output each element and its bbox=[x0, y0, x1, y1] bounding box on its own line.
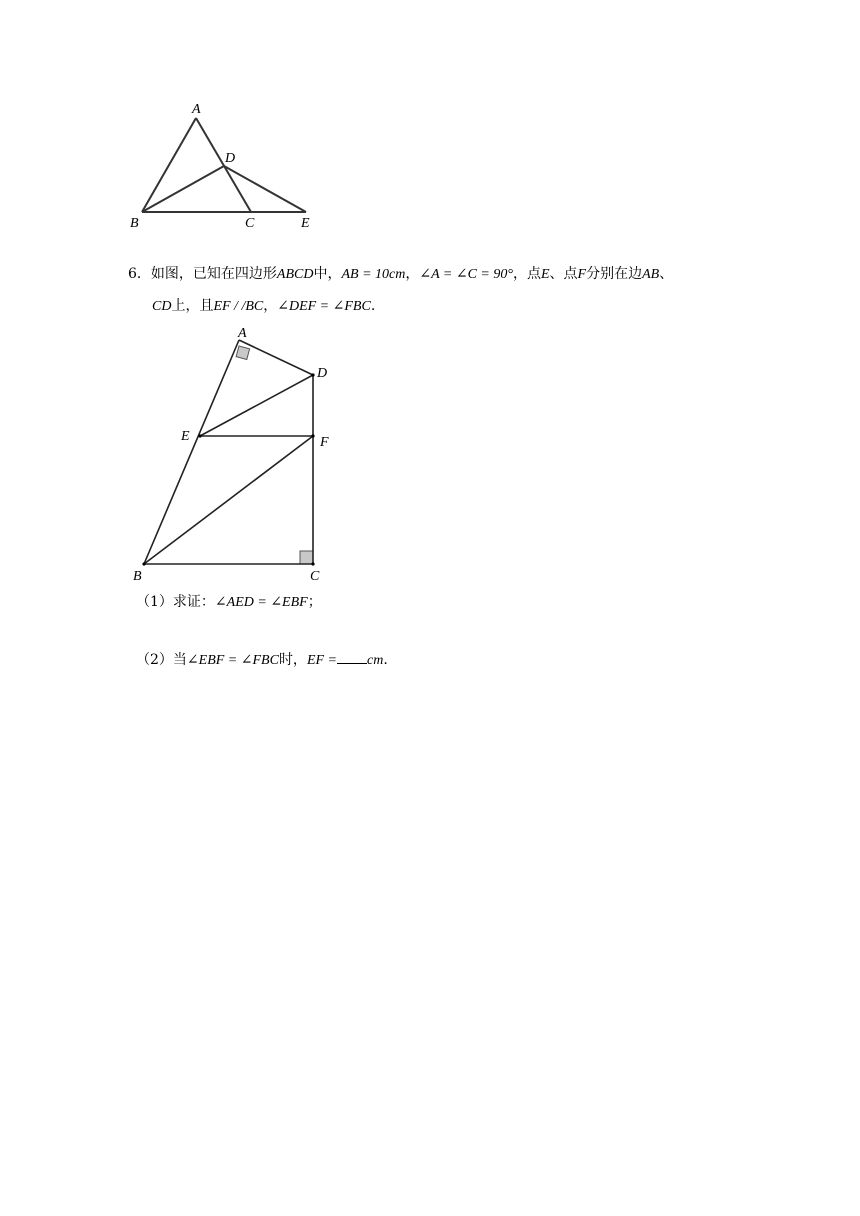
label-a: A bbox=[238, 326, 247, 341]
point-c bbox=[311, 562, 314, 565]
right-angle-mark-a bbox=[236, 346, 249, 359]
part-1: （1）求证：∠AED = ∠EBF； bbox=[136, 594, 322, 610]
problem-number: 6． bbox=[128, 266, 151, 282]
quadrilateral-figure-2 bbox=[0, 0, 860, 600]
point-e bbox=[198, 434, 201, 437]
segment-ed bbox=[200, 375, 313, 436]
point-f bbox=[311, 434, 314, 437]
segment-bf bbox=[144, 436, 313, 564]
answer-blank[interactable] bbox=[337, 651, 367, 664]
label-d: D bbox=[317, 366, 328, 381]
right-angle-mark-c bbox=[300, 551, 313, 564]
problem-6-line-1: 6．如图，已知在四边形ABCD中，AB = 10cm，∠A = ∠C = 90°，点E、点F分别在边AB、 bbox=[128, 266, 674, 282]
point-b bbox=[142, 562, 145, 565]
label-c: C bbox=[310, 569, 320, 584]
problem-6-line-2: CD上，且EF / /BC，∠DEF = ∠FBC. bbox=[152, 298, 376, 314]
segment-ab bbox=[144, 340, 239, 564]
label-f: F bbox=[320, 435, 329, 450]
label-c: C bbox=[245, 216, 255, 231]
part-2: （2）当∠EBF = ∠FBC时，EF = cm. bbox=[136, 652, 388, 668]
label-e: E bbox=[301, 216, 310, 231]
segment-ad bbox=[239, 340, 313, 375]
label-b: B bbox=[133, 569, 142, 584]
point-d bbox=[311, 373, 314, 376]
label-e: E bbox=[181, 429, 190, 444]
label-b: B bbox=[130, 216, 139, 231]
label-a: A bbox=[192, 102, 201, 117]
label-d: D bbox=[225, 151, 236, 166]
